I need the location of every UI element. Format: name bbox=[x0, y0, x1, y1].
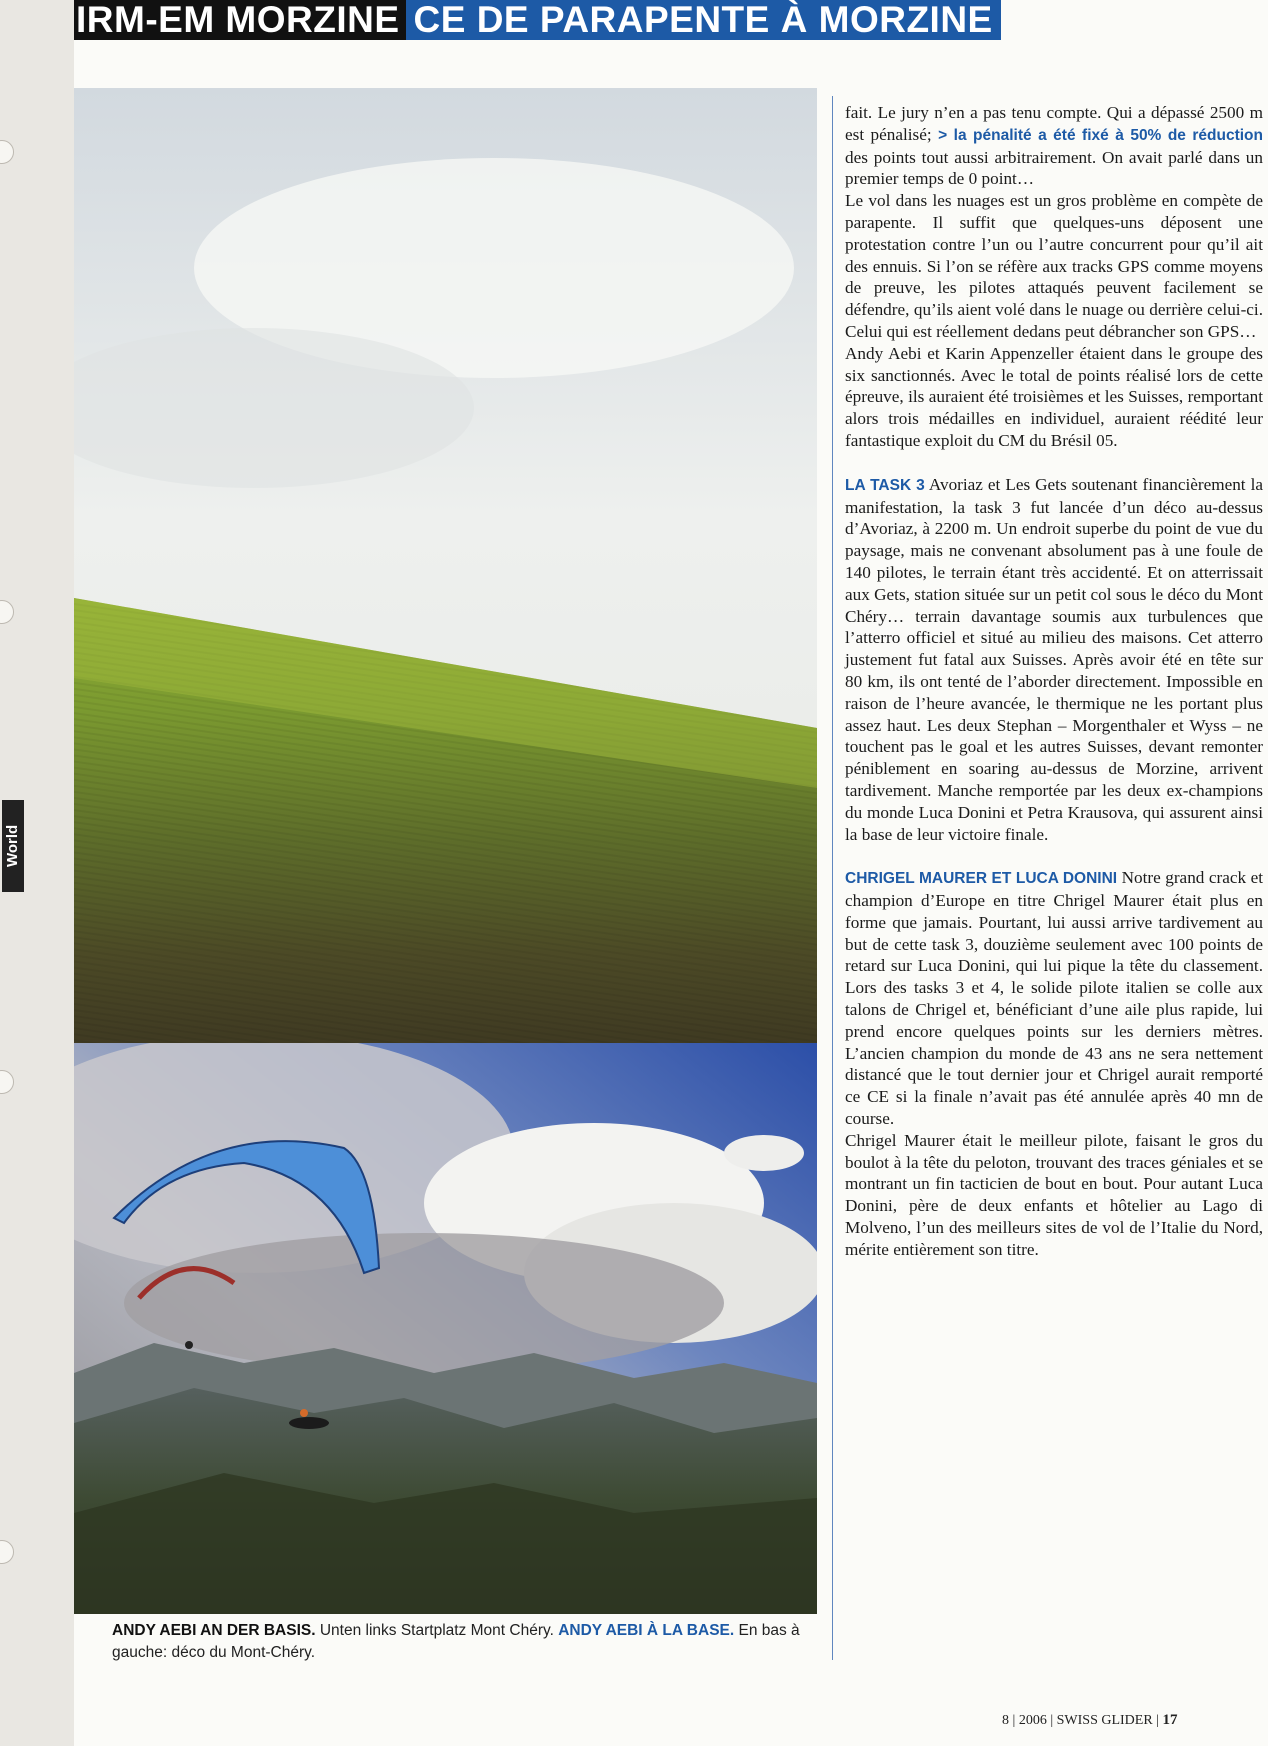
binder-margin bbox=[0, 0, 75, 1746]
article-paragraph: Andy Aebi et Karin Appenzeller étaient dans le groupe des six sanctionnés. Avec le total de points réalisé lors de cette épreuve, ils auraient été troisièmes et les Suisses, remportant alors trois médailles en individuel, auraient réédité leur fantastique exploit du CM du Brésil 05. bbox=[845, 343, 1263, 450]
article-paragraph bbox=[845, 102, 1263, 190]
punch-hole bbox=[0, 600, 14, 624]
penalty-highlight: > la pénalité a été fixé à 50% de réduction bbox=[938, 126, 1263, 144]
paragraph-text: Notre grand crack et champion d’Europe en titre Chrigel Maurer était plus en forme que jamais. Pourtant, lui aussi arrive tardivement au but de cette task 3, douzième seulement avec 100 points de retard sur Luca Donini, qui lui pique la tête du classement. Lors des tasks 3 et 4, le solide pilote italien se colle aux talons de Chrigel et, bénéficiant d’une aile plus rapide, lui prend encore quelques points sur les derniers mètres. L’ancien champion du monde de 43 ans ne sera nettement distancé que le tout dernier jour et Chrigel aurait remporté ce CE si la finale n’avait pas été annulée après 40 mn de course. bbox=[845, 868, 1263, 1129]
margin-tab-label: World bbox=[2, 800, 24, 892]
page-header bbox=[74, 0, 1001, 40]
punch-hole bbox=[0, 1070, 14, 1094]
page-number: 17 bbox=[1162, 1712, 1178, 1728]
hillside-image bbox=[74, 88, 817, 1043]
caption-lead-french: ANDY AEBI À LA BASE. bbox=[558, 1622, 735, 1639]
magazine-page bbox=[74, 0, 1268, 1746]
section-heading: LA TASK 3 bbox=[845, 476, 925, 494]
caption-text-german: Unten links Startplatz Mont Chéry. bbox=[315, 1622, 559, 1639]
caption-lead-german: ANDY AEBI AN DER BASIS. bbox=[112, 1622, 316, 1639]
paragraph-text: Avoriaz et Les Gets soutenant financièrement la manifestation, la task 3 fut lancée d’un déco au-dessus d’Avoriaz, à 2200 m. Un endroit superbe du point de vue du paysage, mais ne convenant absolument pas à une foule de 140 pilotes, le terrain étant très accidenté. Et on atterrissait aux Gets, station située sur un petit col sous le déco du Mont Chéry… terrain davantage soumis aux turbulences que l’atterro officiel et situé au milieu des maisons. Cet atterro justement fut fatal aux Suisses. Après avoir été en tête sur 80 km, ils ont tenté de l’aborder directement. Impossible en raison de l’heure avancée, le thermique ne les portant plus assez haut. Les deux Stephan – Morgenthaler et Wyss – ne touchent pas le goal et les autres Suisses, devant remonter péniblement en soaring au-dessus de Morzine, arrivent tardivement. Manche remportée par les deux ex-champions du monde Luca Donini et Petra Krausova, qui assurent ainsi la base de leur victoire finale. bbox=[845, 474, 1263, 844]
article-column bbox=[832, 96, 1268, 1660]
punch-hole bbox=[0, 1540, 14, 1564]
photo-motion-blur-hillside bbox=[74, 88, 817, 1043]
punch-hole bbox=[0, 140, 14, 164]
paragraph-text: fait. Le jury n’en a pas tenu compte. Qui a dépassé 2500 m est pénalisé; bbox=[845, 103, 1263, 144]
photo-paragliders-clouds bbox=[74, 1043, 817, 1614]
footer-year: 2006 bbox=[1018, 1713, 1047, 1728]
header-title-french: CE DE PARAPENTE À MORZINE bbox=[406, 0, 1001, 40]
footer-issue: 8 bbox=[1002, 1713, 1009, 1728]
paragraph-text: des points tout aussi arbitrairement. On avait parlé dans un premier temps de 0 point… bbox=[845, 147, 1263, 189]
photo-caption bbox=[112, 1620, 822, 1664]
article-section-maurer-donini bbox=[845, 867, 1263, 1130]
header-title-german: IRM-EM MORZINE bbox=[74, 0, 406, 40]
footer-magazine: SWISS GLIDER bbox=[1056, 1713, 1153, 1728]
paragliders-image bbox=[74, 1043, 817, 1614]
article-paragraph: Le vol dans les nuages est un gros problème en compète de parapente. Il suffit que quelques-uns déposent une protestation contre l’un ou l’autre concurrent pour qu’il ait des ennuis. Si l’on se réfère aux tracks GPS comme moyens de preuve, les pilotes attaqués peuvent facilement se défendre, qu’ils aient volé dans le nuage ou derrière celui-ci. Celui qui est réellement dedans peut débrancher son GPS… bbox=[845, 191, 1263, 341]
article-paragraph: Chrigel Maurer était le meilleur pilote, faisant le gros du boulot à la tête du peloton, trouvant des traces géniales et se montrant un fin tacticien de bout en bout. Pour autant Luca Donini, père de deux enfants et hôtelier au Lago di Molveno, l’un des meilleurs sites de vol de l’Italie du Nord, mérite entièrement son titre. bbox=[845, 1130, 1263, 1259]
article-section-task3 bbox=[845, 474, 1263, 846]
section-heading: CHRIGEL MAURER ET LUCA DONINI bbox=[845, 870, 1118, 888]
caption-text-french: En bas à gauche: déco du Mont-Chéry. bbox=[112, 1622, 800, 1661]
page-footer: 8 | 2006 | SWISS GLIDER | 17 bbox=[1002, 1712, 1178, 1728]
